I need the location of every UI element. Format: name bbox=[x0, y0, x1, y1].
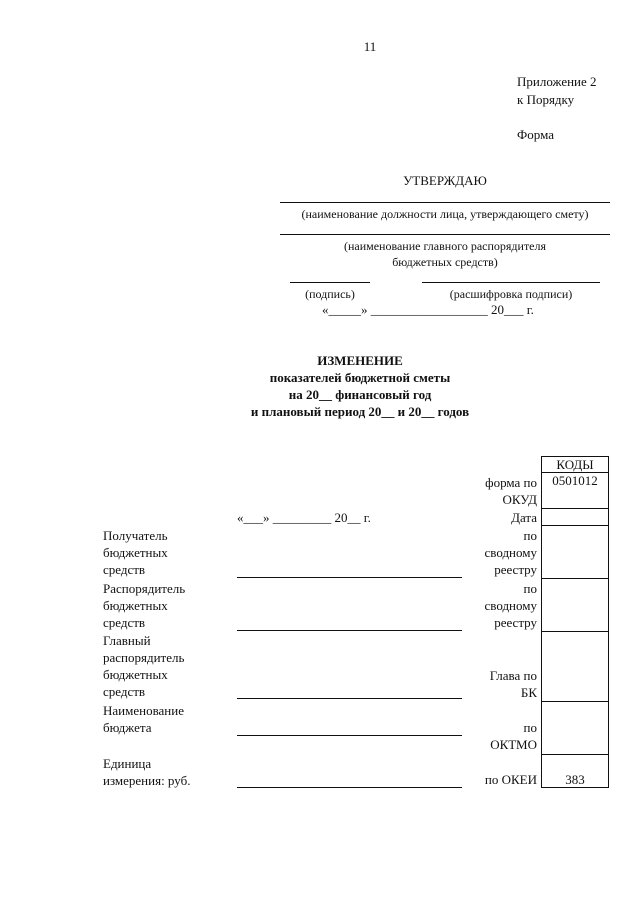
position-line[interactable] bbox=[280, 202, 610, 203]
registry1-label-1: по bbox=[523, 528, 537, 543]
chief-manager-label-l3: бюджетных bbox=[103, 667, 168, 682]
date-code-cell[interactable] bbox=[542, 509, 609, 526]
recipient-label-l1: Получатель bbox=[103, 528, 168, 543]
manager-caption-1: (наименование главного распорядителя bbox=[343, 239, 547, 253]
registry2-label-3: реестру bbox=[494, 615, 537, 630]
oktmo-code-cell[interactable] bbox=[542, 702, 609, 755]
recipient-field[interactable] bbox=[237, 577, 462, 578]
approve-date-line[interactable]: «_____» __________________ 20___ г. bbox=[322, 302, 534, 317]
codes-table bbox=[541, 456, 609, 788]
budget-name-label bbox=[103, 702, 184, 736]
codes-header: КОДЫ bbox=[542, 457, 609, 473]
form-date-line[interactable]: «___» _________ 20__ г. bbox=[237, 510, 371, 525]
doc-subtitle-2: на 20__ финансовый год bbox=[288, 387, 432, 402]
okud-label-1: форма по bbox=[485, 475, 537, 490]
budget-name-label-l2: бюджета bbox=[103, 720, 152, 735]
signature-line[interactable] bbox=[290, 282, 370, 283]
page-number: 11 bbox=[363, 39, 377, 54]
chief-manager-label-l2: распорядитель bbox=[103, 650, 185, 665]
oktmo-label-1: по bbox=[523, 720, 537, 735]
budget-name-label-l1: Наименование bbox=[103, 703, 184, 718]
form-label: Форма bbox=[517, 127, 554, 142]
decoding-caption: (расшифровка подписи) bbox=[449, 287, 573, 301]
manager-label-l2: бюджетных bbox=[103, 598, 168, 613]
manager-line[interactable] bbox=[280, 234, 610, 235]
registry1-label-2: сводному bbox=[484, 545, 537, 560]
unit-field[interactable] bbox=[237, 787, 462, 788]
registry1-label-3: реестру bbox=[494, 562, 537, 577]
unit-label bbox=[103, 755, 190, 789]
manager-caption-2: бюджетных средств) bbox=[392, 255, 498, 269]
bk-code-cell[interactable] bbox=[542, 632, 609, 702]
bk-label-1: Глава по bbox=[489, 668, 537, 683]
oktmo-label-2: ОКТМО bbox=[490, 737, 537, 752]
appendix-line-1: Приложение 2 bbox=[517, 74, 597, 89]
registry2-label-2: сводному bbox=[484, 598, 537, 613]
appendix-line-2: к Порядку bbox=[517, 92, 575, 107]
chief-manager-label bbox=[103, 632, 184, 700]
chief-manager-label-l4: средств bbox=[103, 684, 146, 699]
recipient-label bbox=[103, 527, 168, 578]
manager-field[interactable] bbox=[237, 630, 462, 631]
registry2-code-cell[interactable] bbox=[542, 579, 609, 632]
registry1-code-cell[interactable] bbox=[542, 526, 609, 579]
doc-subtitle-3: и плановый период 20__ и 20__ годов bbox=[250, 404, 470, 419]
position-caption: (наименование должности лица, утверждающего смету) bbox=[301, 207, 589, 221]
unit-label-l1: Единица bbox=[103, 756, 152, 771]
bk-label-2: БК bbox=[520, 685, 537, 700]
registry2-label-1: по bbox=[523, 581, 537, 596]
okud-label-2: ОКУД bbox=[502, 492, 537, 507]
chief-manager-label-l1: Главный bbox=[103, 633, 151, 648]
chief-manager-field[interactable] bbox=[237, 698, 462, 699]
manager-label-l1: Распорядитель bbox=[103, 581, 186, 596]
manager-label-l3: средств bbox=[103, 615, 146, 630]
approve-title: УТВЕРЖДАЮ bbox=[403, 173, 487, 188]
unit-label-l2: измерения: руб. bbox=[103, 773, 191, 788]
recipient-label-l2: бюджетных bbox=[103, 545, 168, 560]
decoding-line[interactable] bbox=[422, 282, 600, 283]
date-label: Дата bbox=[511, 510, 537, 525]
recipient-label-l3: средств bbox=[103, 562, 146, 577]
doc-subtitle-1: показателей бюджетной сметы bbox=[269, 370, 451, 385]
okei-label: по ОКЕИ bbox=[484, 772, 537, 787]
budget-name-field[interactable] bbox=[237, 735, 462, 736]
doc-title: ИЗМЕНЕНИЕ bbox=[317, 353, 403, 368]
manager-label bbox=[103, 580, 185, 631]
okei-code-cell[interactable]: 383 bbox=[542, 755, 609, 788]
okud-code-cell[interactable]: 0501012 bbox=[542, 473, 609, 509]
signature-caption: (подпись) bbox=[305, 287, 355, 301]
